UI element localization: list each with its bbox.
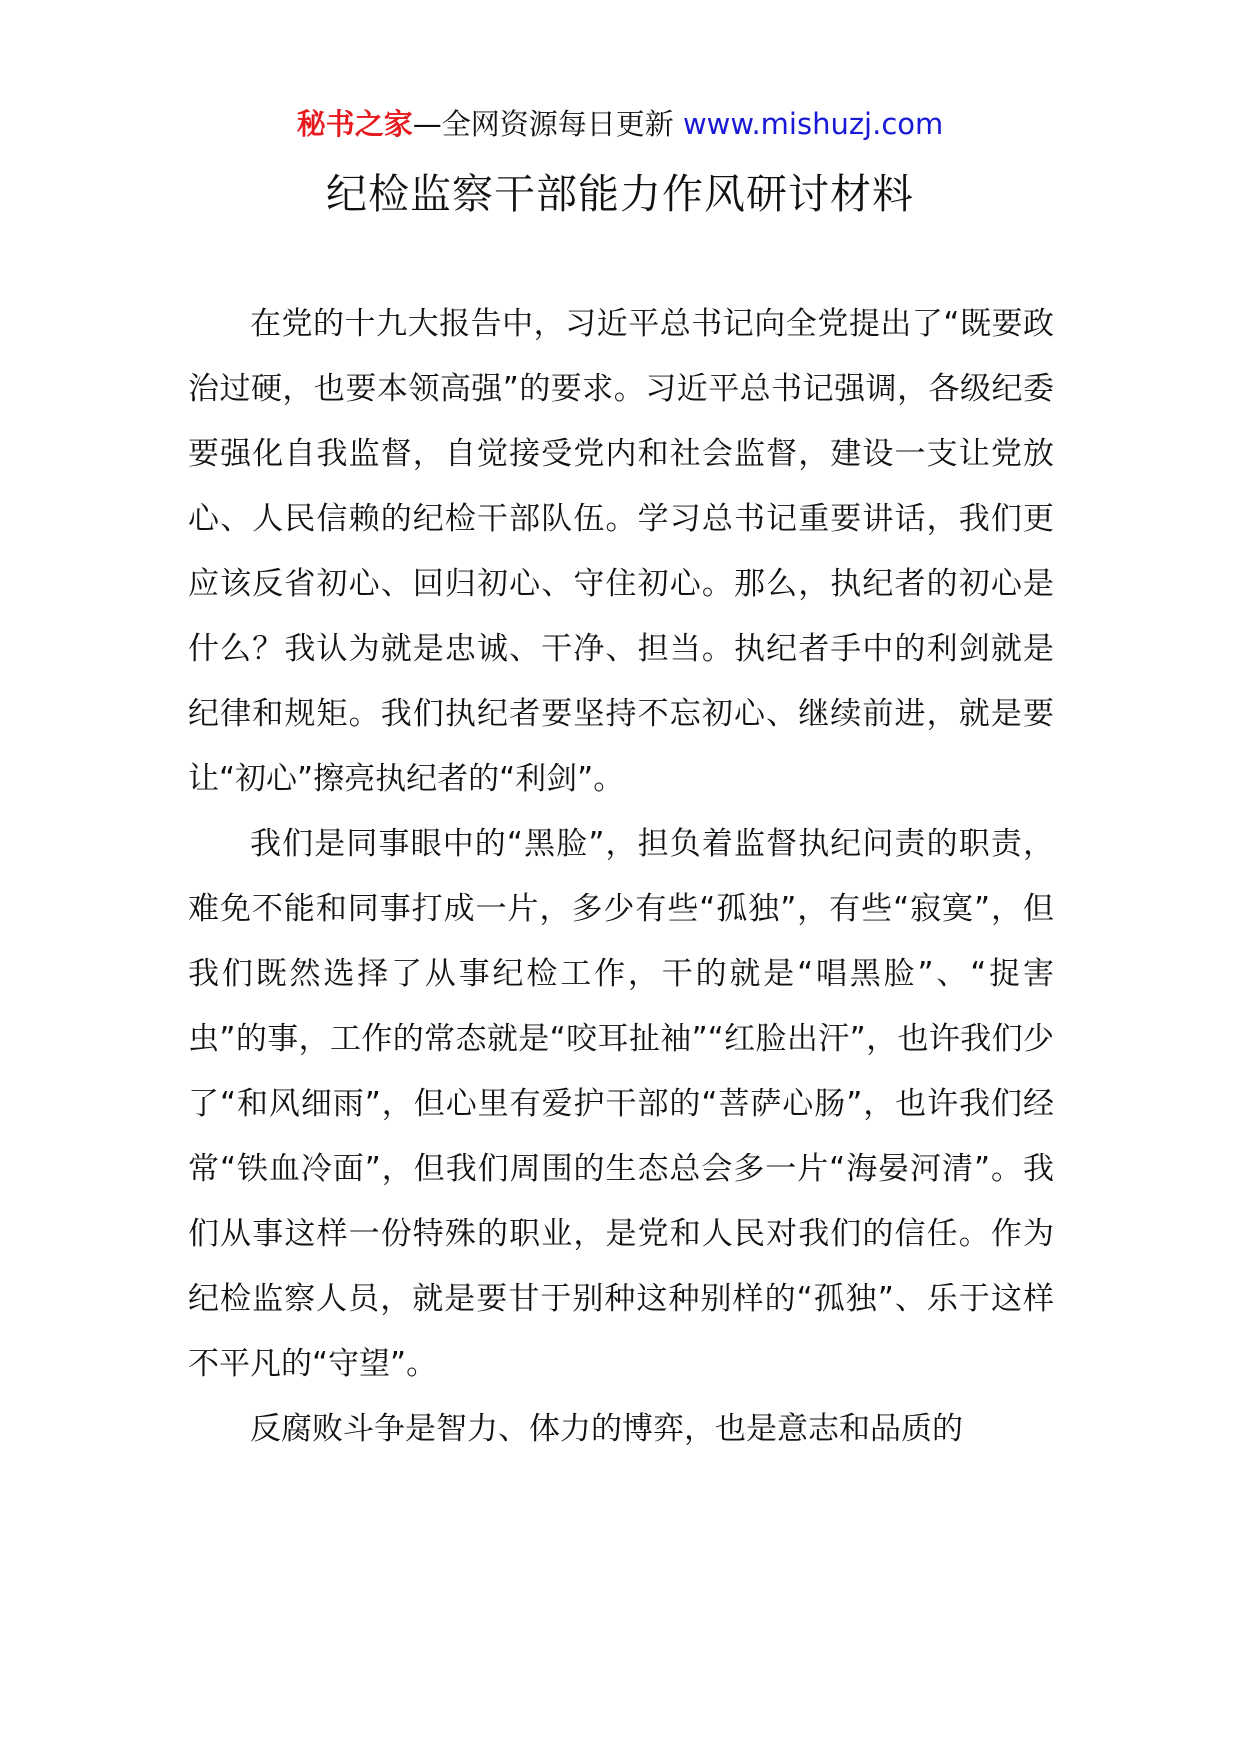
header-slogan: —全网资源每日更新 [412,107,674,141]
header-banner [0,100,1240,148]
document-body [188,292,1054,1462]
paragraph-2: 我们是同事眼中的“黑脸”，担负着监督执纪问责的职责，难免不能和同事打成一片，多少有些“孤独”，有些“寂寞”，但我们既然选择了从事纪检工作，干的就是“唱黑脸”、“捉害虫”的事，工作的常态就是“咬耳扯袖”“红脸出汗”，也许我们少了“和风细雨”，但心里有爱护干部的“菩萨心肠”，也许我们经常“铁血冷面”，但我们周围的生态总会多一片“海晏河清”。我们从事这样一份特殊的职业，是党和人民对我们的信任。作为纪检监察人员，就是要甘于别种这种别样的“孤独”、乐于这样不平凡的“守望”。 [188,826,1054,1382]
paragraph-1: 在党的十九大报告中，习近平总书记向全党提出了“既要政治过硬，也要本领高强”的要求。习近平总书记强调，各级纪委要强化自我监督，自觉接受党内和社会监督，建设一支让党放心、人民信赖的纪检干部队伍。学习总书记重要讲话，我们更应该反省初心、回归初心、守住初心。那么，执纪者的初心是什么？我认为就是忠诚、干净、担当。执纪者手中的利剑就是纪律和规矩。我们执纪者要坚持不忘初心、继续前进，就是要让“初心”擦亮执纪者的“利剑”。 [188,306,1054,797]
document-title: 纪检监察干部能力作风研讨材料 [326,170,914,218]
paragraph-3: 反腐败斗争是智力、体力的博弈，也是意志和品质的 [250,1411,963,1447]
brand-name: 秘书之家 [296,107,413,141]
site-url-link[interactable]: www.mishuzj.com [682,107,944,141]
